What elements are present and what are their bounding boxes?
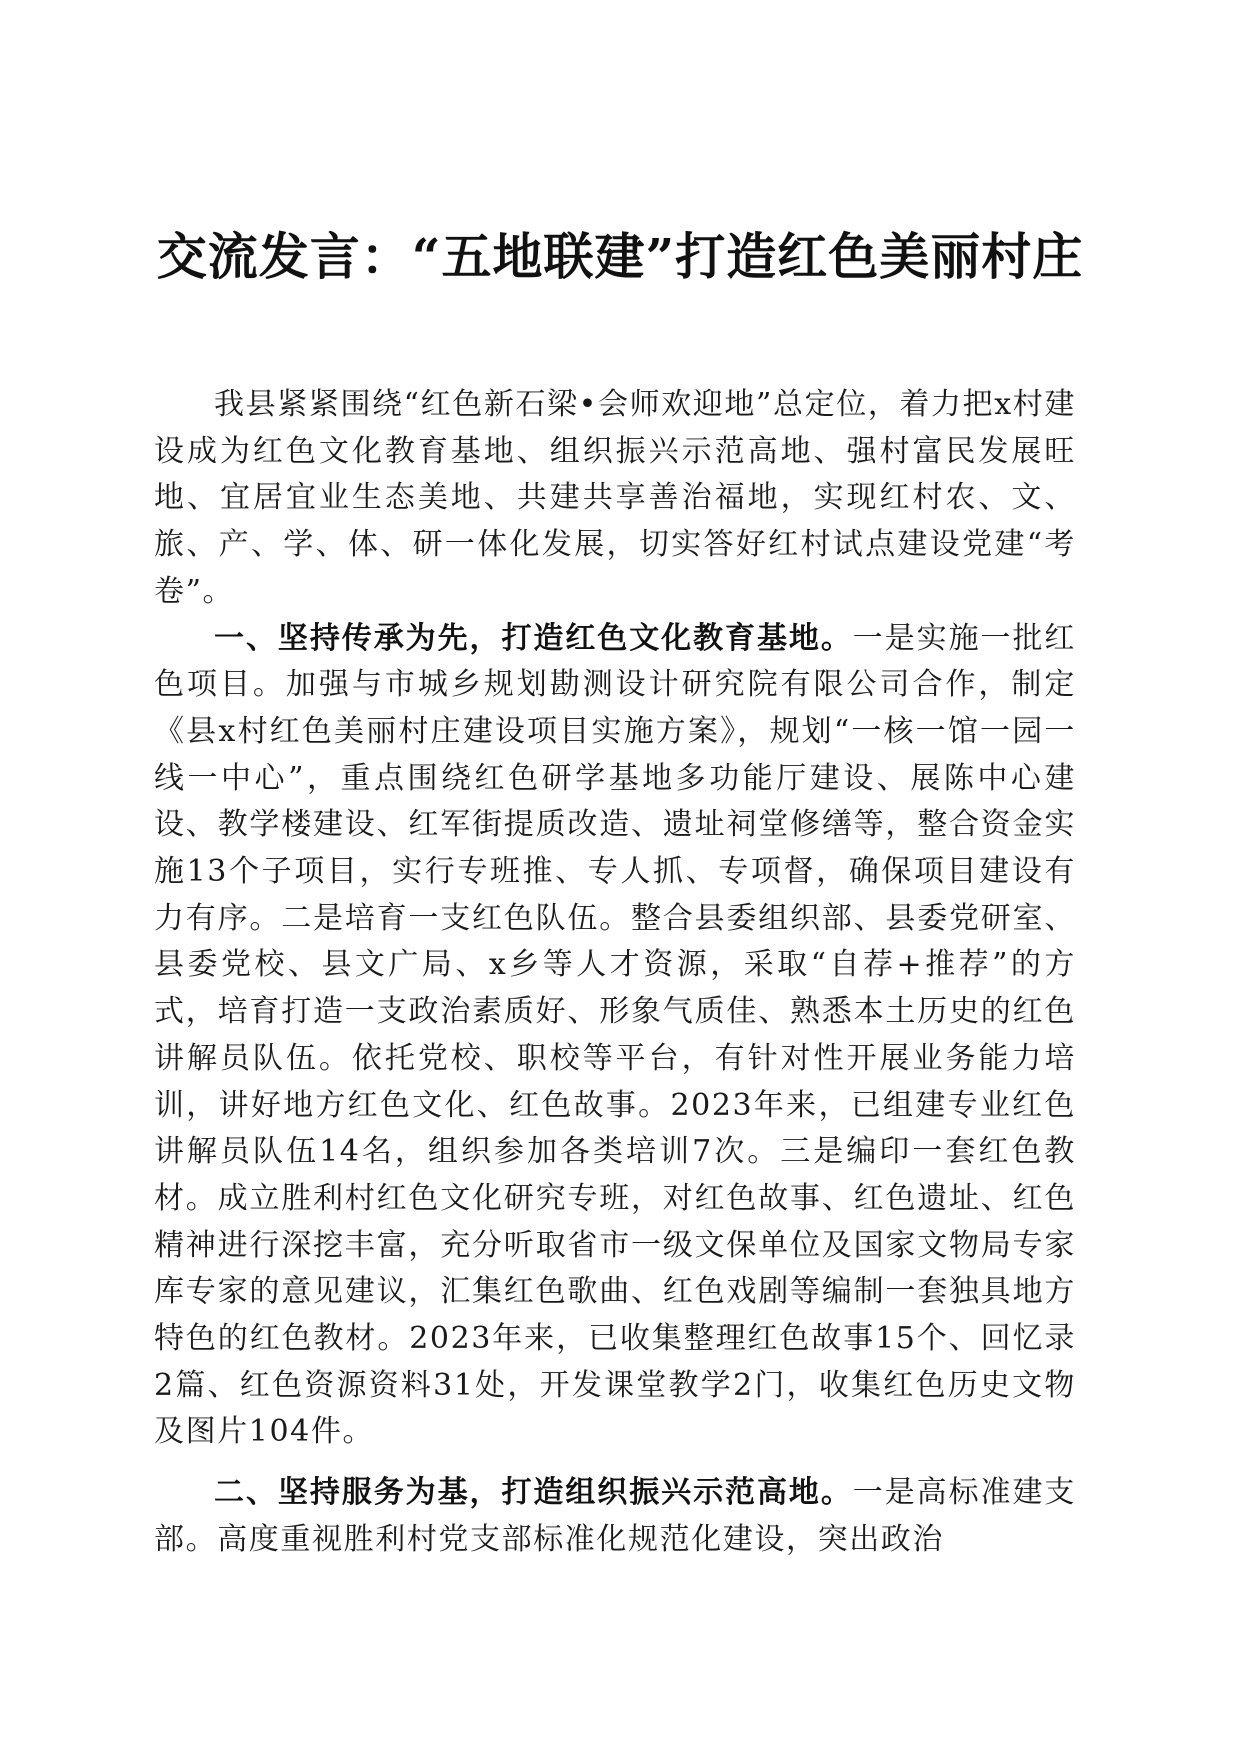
section-2-heading: 二、坚持服务为基，打造组织振兴示范高地。 — [214, 1475, 853, 1511]
section-1-heading: 一、坚持传承为先，打造红色文化教育基地。 — [214, 620, 853, 656]
section-1-body: 一是实施一批红色项目。加强与市城乡规划勘测设计研究院有限公司合作，制定《县x村红色美丽村庄建设项目实施方案》，规划“一核一馆一园一线一中心”，重点围绕红色研学基地多功能厅建设、展陈中心建设、教学楼建设、红军街提质改造、遗址祠堂修缮等，整合资金实施13个子项目，实行专班推、专人抓、专项督，确保项目建设有力有序。二是培育一支红色队伍。整合县委组织部、县委党研室、县委党校、县文广局、x乡等人才资源，采取“自荐+推荐”的方式，培育打造一支政治素质好、形象气质佳、熟悉本土历史的红色讲解员队伍。依托党校、职校等平台，有针对性开展业务能力培训，讲好地方红色文化、红色故事。2023年来，已组建专业红色讲解员队伍14名，组织参加各类培训7次。三是编印一套红色教材。成立胜利村红色文化研究专班，对红色故事、红色遗址、红色精神进行深挖丰富，充分听取省市一级文保单位及国家文物局专家库专家的意见建议，汇集红色歌曲、红色戏剧等编制一套独具地方特色的红色教材。2023年来，已收集整理红色故事15个、回忆录2篇、红色资源资料31处，开发课堂教学2门，收集红色历史文物及图片104件。 — [154, 620, 1077, 1450]
document-body — [154, 382, 1076, 1564]
section-2-body: 一是高标准建支部。高度重视胜利村党支部标准化规范化建设，突出政治 — [154, 1475, 1077, 1557]
document-title: 交流发言：“五地联建”打造红色美丽村庄 — [156, 227, 1084, 286]
section-1-paragraph — [154, 616, 1076, 1457]
section-2-paragraph — [154, 1470, 1076, 1563]
intro-paragraph: 我县紧紧围绕“红色新石梁•会师欢迎地”总定位，着力把x村建设成为红色文化教育基地、组织振兴示范高地、强村富民发展旺地、宜居宜业生态美地、共建共享善治福地，实现红村农、文、旅、产、学、体、研一体化发展，切实答好红村试点建设党建“考卷”。 — [154, 387, 1076, 609]
